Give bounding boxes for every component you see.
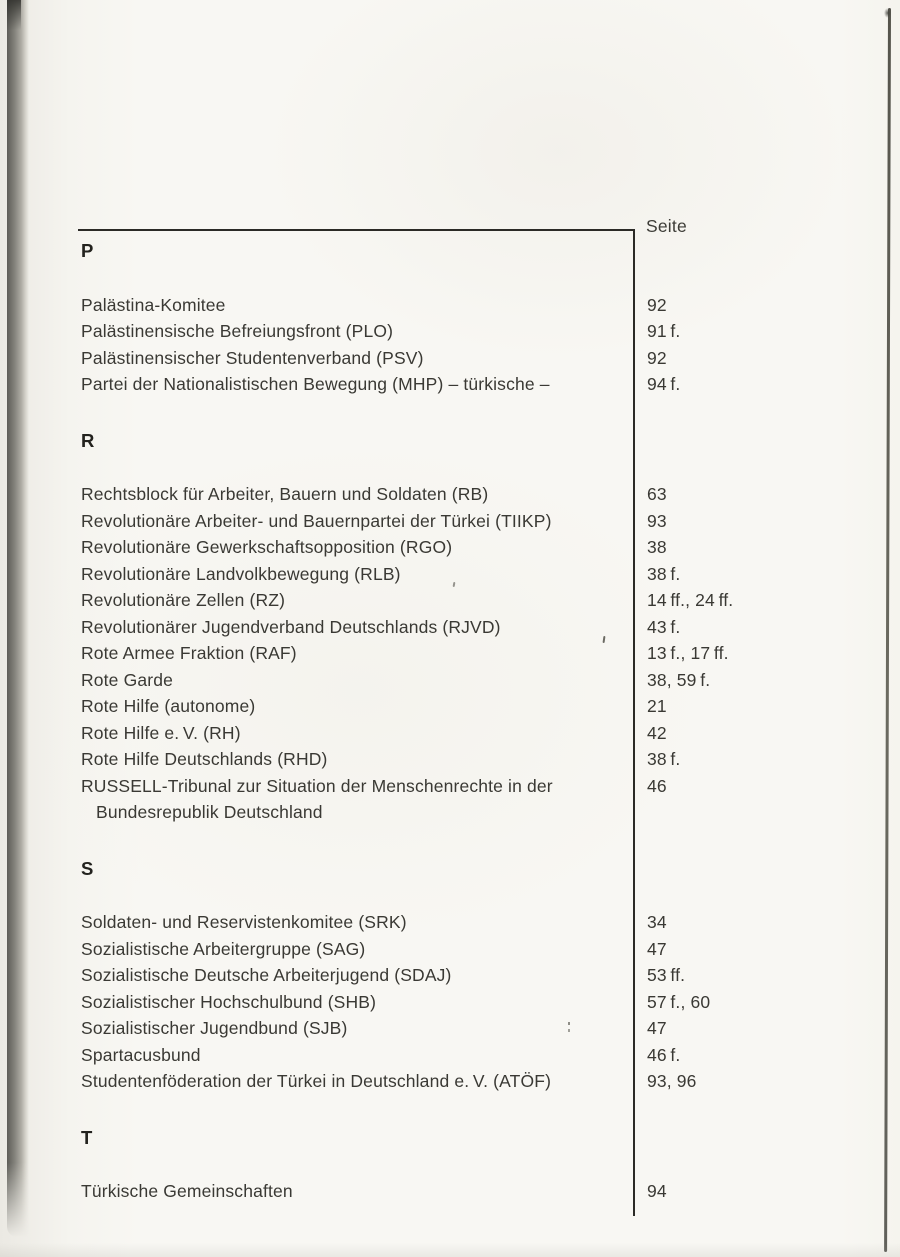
index-entry [81, 720, 841, 747]
index-entry [81, 773, 841, 826]
entry-label: Spartacusbund [81, 1044, 201, 1065]
entry-label: Rote Armee Fraktion (RAF) [81, 643, 297, 663]
scan-bottom-shadow [0, 1243, 900, 1257]
index-entry [81, 936, 841, 963]
entry-page-number: 46 [647, 775, 667, 796]
index-entry [81, 614, 841, 641]
entry-page-number: 57 f., 60 [647, 991, 711, 1012]
section-letter: S [81, 857, 94, 879]
index-entry [81, 508, 841, 535]
index-entry [81, 345, 841, 372]
index-entry [81, 667, 841, 694]
entry-page-number: 13 f., 17 ff. [647, 643, 729, 663]
entry-page-number: 14 ff., 24 ff. [647, 590, 734, 610]
entry-page-number: 42 [647, 722, 667, 743]
index-entry [81, 481, 841, 508]
section-letter: P [81, 240, 94, 261]
entry-label: Rote Hilfe e. V. (RH) [81, 722, 241, 743]
entry-label: RUSSELL-Tribunal zur Situation der Menschenrechte in der Bundesrepublik Deutschland [81, 773, 633, 826]
entry-page-number: 43 f. [647, 616, 681, 637]
index-entry [81, 962, 841, 989]
entry-label: Soldaten- und Reservistenkomitee (SRK) [81, 912, 407, 932]
entry-label: Türkische Gemeinschaften [81, 1181, 293, 1201]
page-column-header: Seite [646, 216, 687, 236]
index-entry [81, 318, 841, 345]
entry-page-number: 38 f. [647, 563, 681, 584]
scan-artifact-colon [568, 1022, 570, 1025]
entry-label: Palästinensischer Studentenverband (PSV) [81, 347, 424, 368]
index-entry [81, 587, 841, 614]
entry-label: Revolutionäre Landvolkbewegung (RLB) [81, 563, 401, 584]
entry-label: Sozialistischer Hochschulbund (SHB) [81, 991, 377, 1012]
entry-label: Revolutionärer Jugendverband Deutschlands (RJVD) [81, 616, 501, 637]
entry-page-number: 93, 96 [647, 1071, 697, 1091]
index-entry [81, 561, 841, 588]
entry-label: Rote Hilfe Deutschlands (RHD) [81, 749, 328, 769]
entry-label: Sozialistische Deutsche Arbeiterjugend (SDAJ) [81, 965, 452, 985]
index-entry [81, 534, 841, 561]
index-entry [81, 292, 841, 319]
entry-page-number: 94 [647, 1181, 667, 1201]
entry-page-number: 92 [647, 294, 667, 315]
entry-page-number: 53 ff. [647, 965, 686, 985]
entry-page-number: 38, 59 f. [647, 669, 711, 690]
book-binding-shadow [7, 0, 29, 1237]
entry-page-number: 63 [647, 484, 667, 504]
index-entry [81, 640, 841, 667]
index-section-r [81, 428, 841, 826]
index-entry [81, 909, 841, 936]
index-entry [81, 989, 841, 1016]
entry-label: Rechtsblock für Arbeiter, Bauern und Soldaten (RB) [81, 484, 489, 504]
entry-page-number: 92 [647, 347, 667, 368]
page-edge-line [884, 8, 891, 1252]
entry-label: Palästina-Komitee [81, 294, 226, 315]
index-entry [81, 371, 841, 398]
index-section-p [81, 238, 841, 398]
entry-label: Rote Hilfe (autonome) [81, 696, 256, 716]
entry-page-number: 38 f. [647, 749, 681, 769]
entry-page-number: 93 [647, 510, 667, 531]
entry-label: Partei der Nationalistischen Bewegung (MHP) – türkische – [81, 374, 550, 394]
entry-page-number: 47 [647, 1018, 667, 1038]
section-letter: T [81, 1126, 93, 1148]
entry-label: Revolutionäre Arbeiter- und Bauernpartei der Türkei (TIIKP) [81, 510, 552, 531]
entry-page-number: 46 f. [647, 1044, 681, 1065]
index-entry [81, 693, 841, 720]
index-entry [81, 1042, 841, 1069]
entry-label: Palästinensische Befreiungsfront (PLO) [81, 321, 394, 341]
entry-page-number: 38 [647, 537, 667, 557]
entry-label: Revolutionäre Zellen (RZ) [81, 590, 286, 610]
entry-page-number: 21 [647, 696, 667, 716]
index-content [81, 230, 841, 1235]
section-letter: R [81, 429, 95, 451]
entry-label-continuation: Bundesrepublik Deutschland [96, 802, 323, 822]
index-entry [81, 1068, 841, 1095]
entry-page-number: 47 [647, 938, 667, 959]
entry-label: Rote Garde [81, 669, 173, 690]
entry-label: Sozialistische Arbeitergruppe (SAG) [81, 938, 366, 959]
entry-label: Studentenföderation der Türkei in Deutschland e. V. (ATÖF) [81, 1071, 552, 1091]
entry-page-number: 34 [647, 912, 667, 932]
index-entry [81, 1178, 841, 1205]
index-section-s [81, 856, 841, 1095]
entry-label: Revolutionäre Gewerkschaftsopposition (RGO) [81, 537, 453, 557]
entry-label: Sozialistischer Jugendbund (SJB) [81, 1018, 348, 1038]
index-section-t [81, 1125, 841, 1205]
index-entry [81, 1015, 841, 1042]
entry-page-number: 91 f. [647, 321, 681, 341]
entry-page-number: 94 f. [647, 374, 681, 394]
index-entry [81, 746, 841, 773]
